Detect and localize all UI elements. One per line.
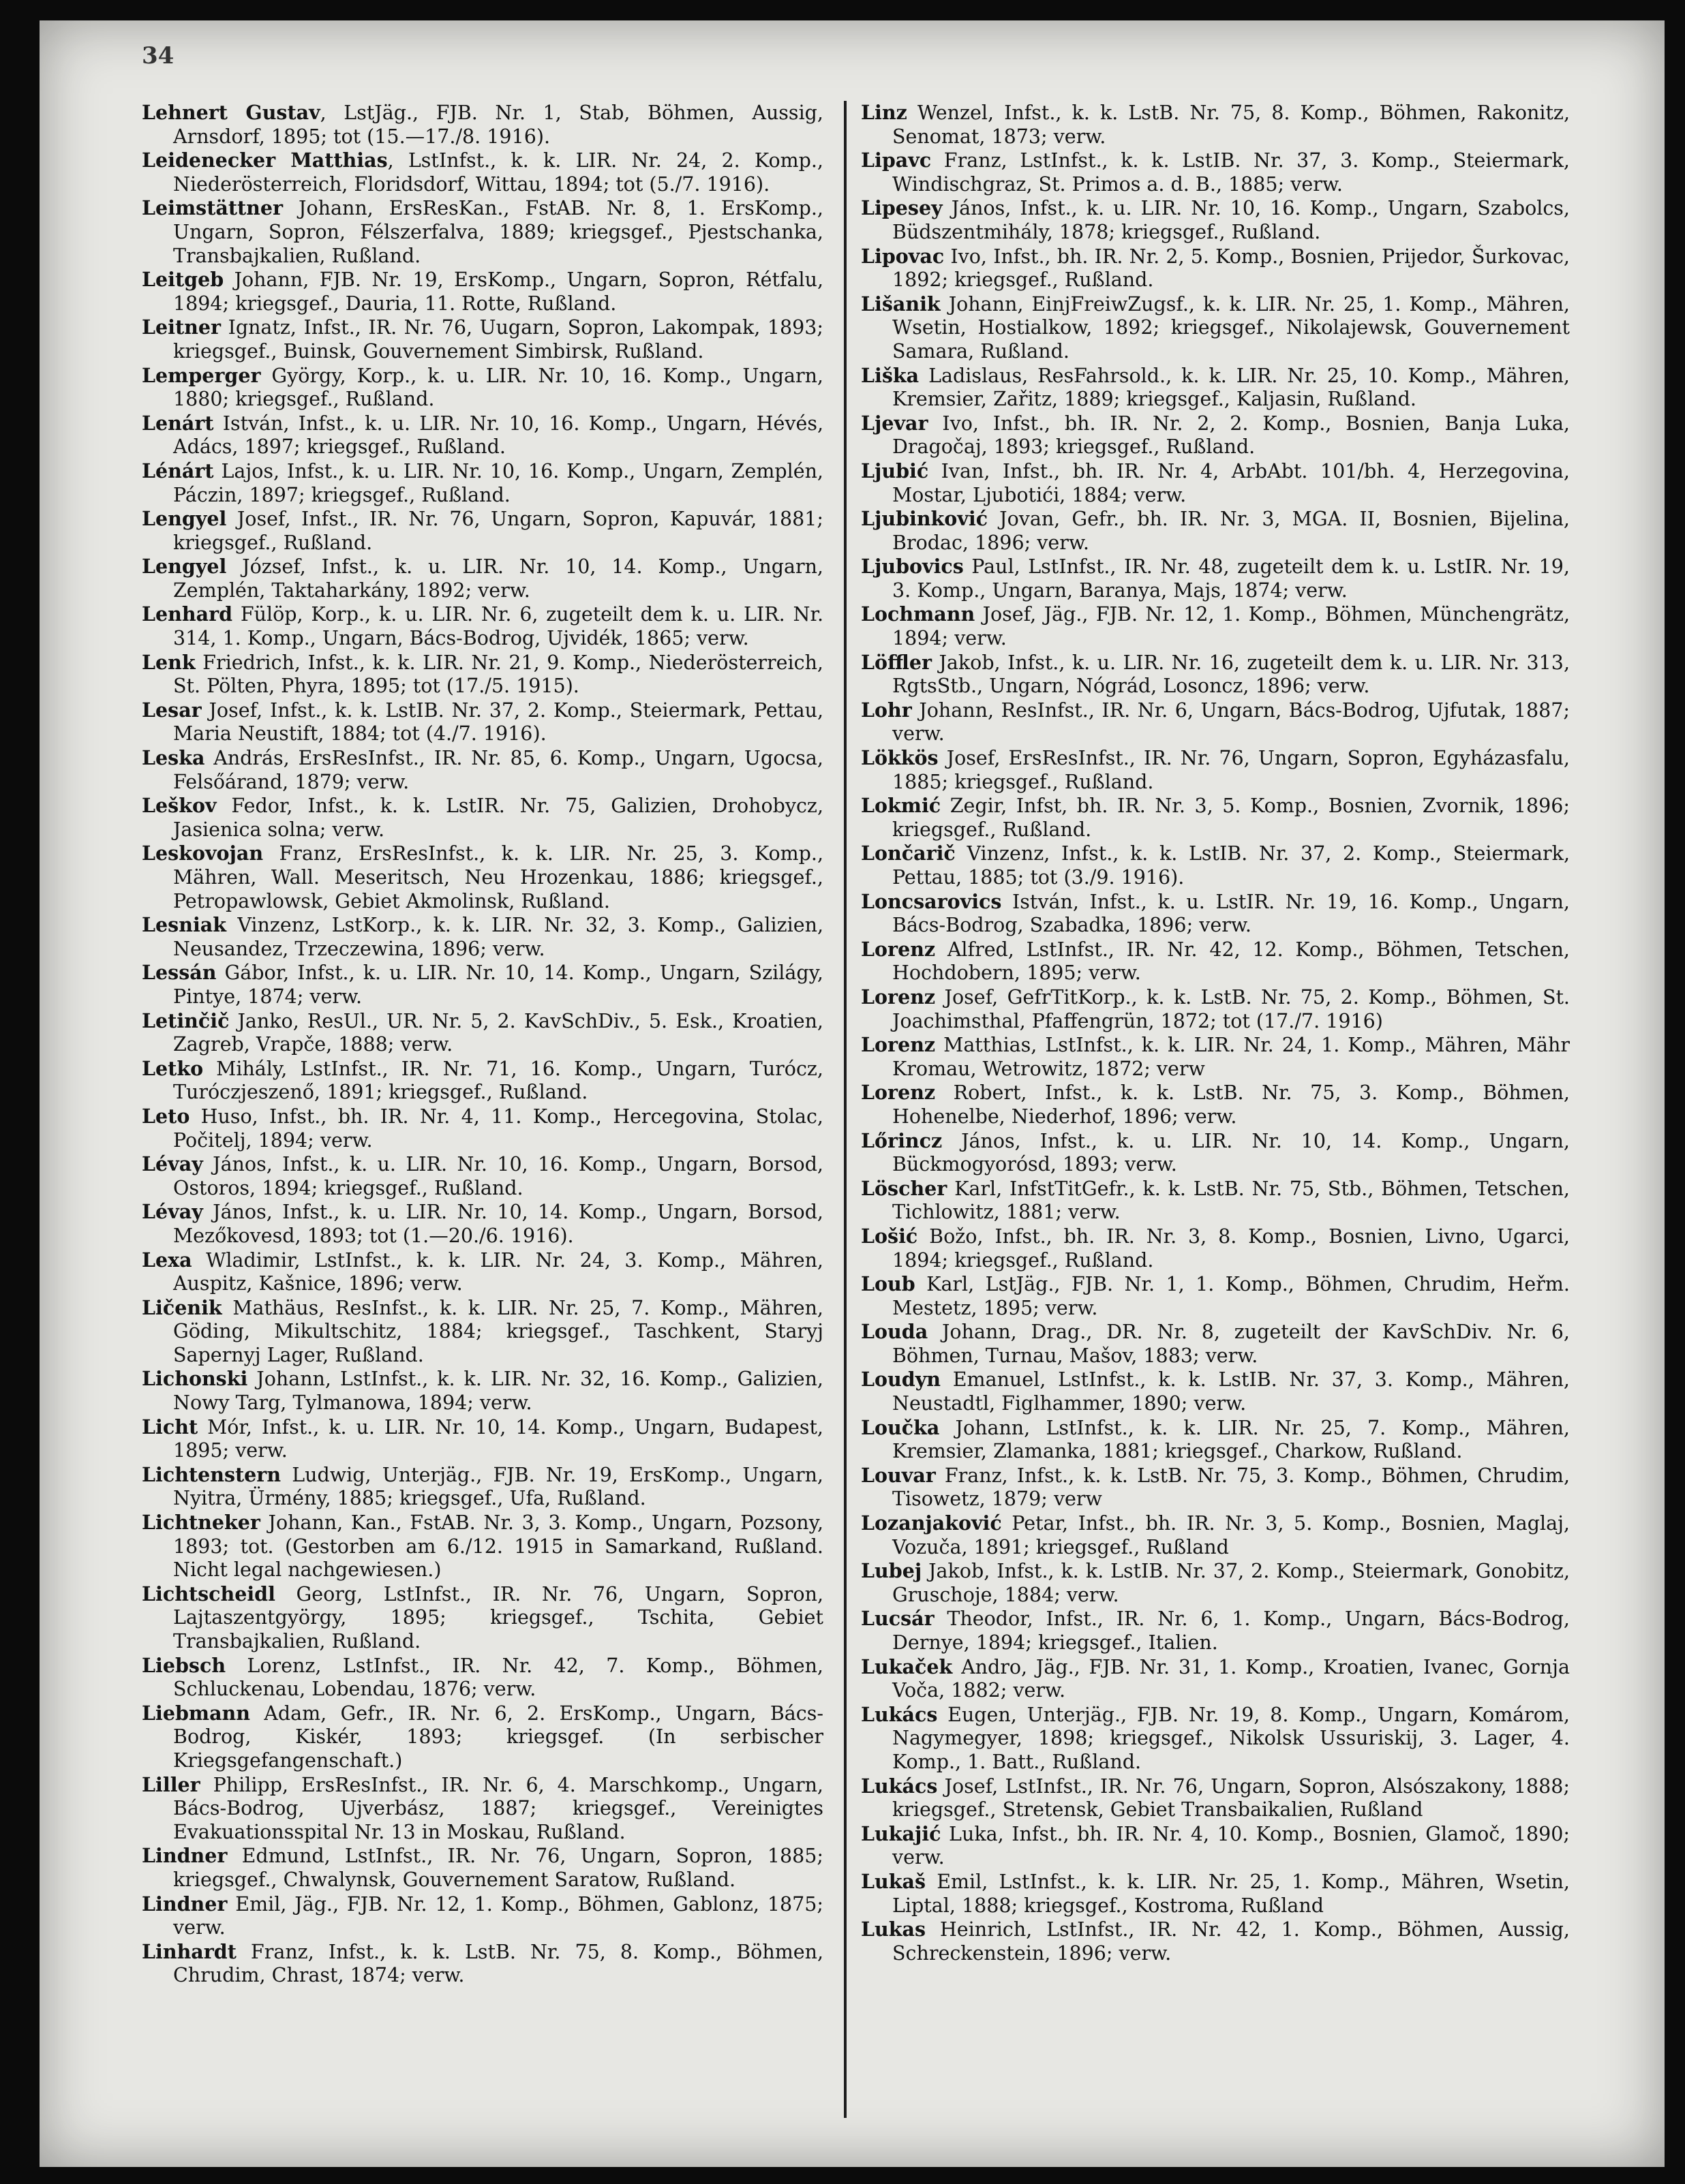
entry-surname: Lončarič — [861, 842, 956, 865]
casualty-entry — [142, 1367, 823, 1415]
casualty-entry — [861, 985, 1570, 1033]
casualty-entry — [861, 698, 1570, 746]
casualty-entry — [861, 1368, 1570, 1415]
entry-surname: Löscher — [861, 1176, 947, 1200]
entry-surname: Loučka — [861, 1415, 940, 1439]
entry-surname: Lukas — [861, 1918, 926, 1941]
casualty-entry — [861, 364, 1570, 412]
casualty-entry — [861, 1177, 1570, 1225]
entry-surname: Lorenz — [861, 985, 936, 1009]
casualty-entry — [861, 651, 1570, 698]
casualty-entry — [861, 101, 1570, 149]
entry-details: János, Infst., k. u. LIR. Nr. 10, 14. Komp., Ungarn, Bückmogyorósd, 1893; verw. — [892, 1129, 1570, 1176]
entry-details: Gábor, Infst., k. u. LIR. Nr. 10, 14. Komp., Ungarn, Szilágy, Pintye, 1874; verw. — [173, 962, 823, 1008]
entry-details: Franz, Infst., k. k. LstB. Nr. 75, 8. Komp., Böhmen, Chrudim, Chrast, 1874; verw. — [173, 1940, 823, 1987]
entry-details: Friedrich, Infst., k. k. LIR. Nr. 21, 9. Komp., Niederösterreich, St. Pölten, Phyra, 1895; tot (17./5. 1915). — [173, 651, 823, 698]
entry-surname: Lőrincz — [861, 1128, 943, 1152]
casualty-entry — [861, 1320, 1570, 1368]
entry-surname: Lévay — [142, 1200, 203, 1224]
casualty-entry — [142, 1296, 823, 1368]
casualty-entry — [142, 555, 823, 602]
entry-surname: Leska — [142, 746, 205, 770]
entry-surname: Leitner — [142, 316, 222, 339]
casualty-entry — [861, 1870, 1570, 1918]
entry-details: Ivo, Infst., bh. IR. Nr. 2, 2. Komp., Bosnien, Banja Luka, Dragočaj, 1893; kriegsgef., Rußland. — [892, 412, 1570, 459]
entry-details: Mór, Infst., k. u. LIR. Nr. 10, 14. Komp., Ungarn, Budapest, 1895; verw. — [173, 1415, 823, 1462]
entry-surname: Lukaček — [861, 1655, 953, 1678]
entry-surname: Lochmann — [861, 602, 975, 626]
entry-surname: Liška — [861, 363, 920, 387]
entry-details: Johann, LstInfst., k. k. LIR. Nr. 25, 7. Komp., Mähren, Kremsier, Zlamanka, 1881; kriegsgef., Charkow, Rußland. — [892, 1416, 1570, 1463]
entry-surname: Lexa — [142, 1248, 192, 1272]
casualty-entry — [142, 1702, 823, 1773]
entry-details: István, Infst., k. u. LstIR. Nr. 19, 16. Komp., Ungarn, Bács-Bodrog, Szabadka, 1896; verw. — [892, 890, 1570, 937]
entry-details: István, Infst., k. u. LIR. Nr. 10, 16. Komp., Ungarn, Hévés, Adács, 1897; kriegsgef., Rußland. — [173, 412, 823, 459]
entry-details: Philipp, ErsResInfst., IR. Nr. 6, 4. Marschkomp., Ungarn, Bács-Bodrog, Ujverbász, 1887; kriegsgef., Vereinigtes Evakuationsspital Nr. 13 in Moskau, Rußland. — [173, 1773, 823, 1843]
entry-details: Jovan, Gefr., bh. IR. Nr. 3, MGA. II, Bosnien, Bijelina, Brodac, 1896; verw. — [892, 508, 1570, 554]
entry-details: Johann, ResInfst., IR. Nr. 6, Ungarn, Bács-Bodrog, Ujfutak, 1887; verw. — [892, 698, 1570, 745]
entry-surname: Lošić — [861, 1224, 918, 1248]
entry-details: Matthias, LstInfst., k. k. LIR. Nr. 24, 1. Komp., Mähren, Mähr Kromau, Wetrowitz, 1872; verw — [892, 1034, 1570, 1080]
entry-surname: Lipovac — [861, 244, 945, 268]
entry-surname: Lohr — [861, 698, 912, 722]
entry-details: Ladislaus, ResFahrsold., k. k. LIR. Nr. 25, 10. Komp., Mähren, Kremsier, Zařitz, 1889; kriegsgef., Kaljasin, Rußland. — [892, 364, 1570, 411]
casualty-entry — [142, 842, 823, 913]
entry-surname: Liebsch — [142, 1653, 226, 1677]
casualty-entry — [142, 602, 823, 650]
entry-surname: Lucsár — [861, 1607, 935, 1631]
entry-details: Vinzenz, Infst., k. k. LstIB. Nr. 37, 2. Komp., Steiermark, Pettau, 1885; tot (3./9. 1916). — [892, 842, 1570, 889]
entry-surname: Leškov — [142, 794, 217, 818]
entry-surname: Ljevar — [861, 411, 928, 435]
document-page — [40, 20, 1665, 2167]
casualty-entry — [861, 1081, 1570, 1128]
casualty-entry — [142, 507, 823, 555]
casualty-entry — [142, 149, 823, 196]
casualty-entry — [861, 507, 1570, 555]
casualty-entry — [861, 1822, 1570, 1870]
entry-surname: Lišanik — [861, 292, 941, 316]
entry-details: Eugen, Unterjäg., FJB. Nr. 19, 8. Komp., Ungarn, Komárom, Nagymegyer, 1898; kriegsgef., Nikolsk Ussuriskij, 3. Lager, 4. Komp., 1. Batt., Rußland. — [892, 1703, 1570, 1773]
entry-details: Franz, LstInfst., k. k. LstIB. Nr. 37, 3. Komp., Steiermark, Windischgraz, St. Primos a. d. B., 1885; verw. — [892, 149, 1570, 196]
entry-details: János, Infst., k. u. LIR. Nr. 10, 16. Komp., Ungarn, Borsod, Ostoros, 1894; kriegsgef., Rußland. — [173, 1153, 823, 1199]
entry-surname: Lipavc — [861, 149, 932, 172]
casualty-entry — [142, 1582, 823, 1654]
entry-details: Heinrich, LstInfst., IR. Nr. 42, 1. Komp., Böhmen, Aussig, Schreckenstein, 1896; verw. — [892, 1918, 1570, 1965]
entry-surname: Lindner — [142, 1844, 228, 1868]
casualty-entry — [142, 794, 823, 842]
casualty-entry — [142, 1654, 823, 1702]
entry-surname: Lenhard — [142, 602, 233, 626]
entry-surname: Loncsarovics — [861, 889, 1002, 913]
casualty-entry — [861, 890, 1570, 938]
entry-details: Ivan, Infst., bh. IR. Nr. 4, ArbAbt. 101/bh. 4, Herzegovina, Mostar, Ljubotići, 1884; verw. — [892, 459, 1570, 506]
left-column — [142, 101, 823, 1988]
entry-details: Wenzel, Infst., k. k. LstB. Nr. 75, 8. Komp., Böhmen, Rakonitz, Senomat, 1873; verw. — [892, 102, 1570, 148]
casualty-entry — [142, 412, 823, 459]
entry-details: Emil, LstInfst., k. k. LIR. Nr. 25, 1. Komp., Mähren, Wsetin, Liptal, 1888; kriegsgef., Kostroma, Rußland — [892, 1870, 1570, 1917]
casualty-entry — [142, 1105, 823, 1152]
casualty-entry — [861, 938, 1570, 985]
entry-surname: Lenárt — [142, 411, 214, 435]
entry-surname: Lesniak — [142, 913, 226, 937]
entry-details: Josef, ErsResInfst., IR. Nr. 76, Ungarn, Sopron, Egyházasfalu, 1885; kriegsgef., Rußland. — [892, 747, 1570, 793]
column-divider — [844, 101, 847, 2118]
entry-details: Georg, LstInfst., IR. Nr. 76, Ungarn, Sopron, Lajtaszentgyörgy, 1895; kriegsgef., Tschita, Gebiet Transbajkalien, Rußland. — [173, 1582, 823, 1652]
entry-details: Johann, EinjFreiwZugsf., k. k. LIR. Nr. 25, 1. Komp., Mähren, Wsetin, Hostialkow, 1892; kriegsgef., Nikolajewsk, Gouvernement Samara, Rußland. — [892, 292, 1570, 363]
entry-details: Petar, Infst., bh. IR. Nr. 3, 5. Komp., Bosnien, Maglaj, Vozuča, 1891; kriegsgef., Rußland — [892, 1512, 1570, 1558]
casualty-entry — [861, 1225, 1570, 1272]
entry-details: Jakob, Infst., k. u. LIR. Nr. 16, zugeteilt dem k. u. LIR. Nr. 313, RgtsStb., Ungarn, Nógrád, Losoncz, 1896; verw. — [892, 651, 1570, 698]
entry-surname: Lubej — [861, 1559, 922, 1583]
casualty-entry — [142, 746, 823, 794]
casualty-entry — [861, 292, 1570, 364]
casualty-entry — [142, 1057, 823, 1105]
entry-details: , LstInfst., k. k. LIR. Nr. 24, 2. Komp., Niederösterreich, Floridsdorf, Wittau, 1894; tot (5./7. 1916). — [173, 149, 823, 196]
casualty-entry — [861, 602, 1570, 650]
entry-surname: Lénárt — [142, 459, 214, 482]
entry-details: Lajos, Infst., k. u. LIR. Nr. 10, 16. Komp., Ungarn, Zemplén, Páczin, 1897; kriegsgef., Rußland. — [173, 459, 823, 506]
entry-details: Emanuel, LstInfst., k. k. LstIB. Nr. 37, 3. Komp., Mähren, Neustadtl, Figlhammer, 1890; verw. — [892, 1368, 1570, 1415]
casualty-entry — [861, 746, 1570, 794]
entry-details: Mihály, LstInfst., IR. Nr. 71, 16. Komp., Ungarn, Turócz, Turóczjeszenő, 1891; kriegsgef., Rußland. — [173, 1057, 823, 1104]
entry-details: Janko, ResUl., UR. Nr. 5, 2. KavSchDiv., 5. Esk., Kroatien, Zagreb, Vrapče, 1888; verw. — [173, 1009, 823, 1056]
entry-details: Alfred, LstInfst., IR. Nr. 42, 12. Komp., Böhmen, Tetschen, Hochdobern, 1895; verw. — [892, 938, 1570, 985]
entry-details: János, Infst., k. u. LIR. Nr. 10, 16. Komp., Ungarn, Szabolcs, Büdszentmihály, 1878; kriegsgef., Rußland. — [892, 197, 1570, 243]
casualty-entry — [861, 1703, 1570, 1774]
entry-surname: Leitgeb — [142, 268, 224, 292]
entry-details: Huso, Infst., bh. IR. Nr. 4, 11. Komp., Hercegovina, Stolac, Počitelj, 1894; verw. — [173, 1105, 823, 1152]
entry-details: Lorenz, LstInfst., IR. Nr. 42, 7. Komp., Böhmen, Schluckenau, Lobendau, 1876; verw. — [173, 1654, 823, 1701]
casualty-entry — [861, 1655, 1570, 1703]
entry-details: , LstJäg., FJB. Nr. 1, Stab, Böhmen, Aussig, Arnsdorf, 1895; tot (15.—17./8. 1916). — [173, 102, 823, 148]
entry-details: Josef, LstInfst., IR. Nr. 76, Ungarn, Sopron, Alsószakony, 1888; kriegsgef., Stretensk, Gebiet Transbaikalien, Rußland — [892, 1774, 1570, 1821]
casualty-entry — [861, 1918, 1570, 1965]
entry-surname: Letinčič — [142, 1009, 230, 1032]
entry-details: Wladimir, LstInfst., k. k. LIR. Nr. 24, 3. Komp., Mähren, Auspitz, Kašnice, 1896; verw. — [173, 1248, 823, 1295]
entry-surname: Lökkös — [861, 746, 939, 770]
entry-details: Emil, Jäg., FJB. Nr. 12, 1. Komp., Böhmen, Gablonz, 1875; verw. — [173, 1892, 823, 1939]
entry-surname: Lesar — [142, 698, 202, 722]
entry-surname: Ljubovics — [861, 555, 964, 579]
casualty-entry — [142, 196, 823, 268]
entry-details: Josef, GefrTitKorp., k. k. LstB. Nr. 75, 2. Komp., Böhmen, St. Joachimsthal, Pfaffengrün, 1872; tot (17./7. 1916) — [892, 985, 1570, 1032]
casualty-entry — [142, 1152, 823, 1200]
entry-surname: Leimstättner — [142, 196, 284, 220]
entry-surname: Lichtscheidl — [142, 1582, 275, 1605]
entry-details: Vinzenz, LstKorp., k. k. LIR. Nr. 32, 3. Komp., Galizien, Neusandez, Trzeczewina, 1896; verw. — [173, 914, 823, 960]
entry-surname: Lengyel — [142, 555, 227, 579]
entry-surname: Lorenz — [861, 937, 936, 961]
entry-surname: Ljubić — [861, 459, 929, 482]
entry-surname: Liller — [142, 1772, 200, 1796]
entry-details: Andro, Jäg., FJB. Nr. 31, 1. Komp., Kroatien, Ivanec, Gornja Voča, 1882; verw. — [892, 1655, 1570, 1702]
entry-surname: Louda — [861, 1320, 928, 1344]
entry-details: Franz, Infst., k. k. LstB. Nr. 75, 3. Komp., Böhmen, Chrudim, Tisowetz, 1879; verw — [892, 1464, 1570, 1511]
casualty-entry — [861, 245, 1570, 292]
entry-details: Josef, Infst., k. k. LstIB. Nr. 37, 2. Komp., Steiermark, Pettau, Maria Neustift, 1884; tot (4./7. 1916). — [173, 698, 823, 745]
casualty-entry — [142, 1511, 823, 1582]
entry-details: Johann, Drag., DR. Nr. 8, zugeteilt der KavSchDiv. Nr. 6, Böhmen, Turnau, Mašov, 1883; verw. — [892, 1321, 1570, 1367]
entry-surname: Leto — [142, 1104, 190, 1128]
entry-details: Johann, Kan., FstAB. Nr. 3, 3. Komp., Ungarn, Pozsony, 1893; tot. (Gestorben am 6./12. 1915 in Samarkand, Rußland. Nicht legal nachgewiesen.) — [173, 1511, 823, 1582]
page-number: 34 — [142, 42, 174, 70]
entry-surname: Lichtneker — [142, 1511, 260, 1535]
casualty-entry — [142, 101, 823, 149]
entry-surname: Letko — [142, 1056, 204, 1080]
entry-surname: Lorenz — [861, 1033, 936, 1057]
entry-surname: Licht — [142, 1415, 198, 1439]
casualty-entry — [142, 1940, 823, 1988]
casualty-entry — [861, 842, 1570, 889]
entry-surname: Linz — [861, 101, 907, 124]
entry-details: András, ErsResInfst., IR. Nr. 85, 6. Komp., Ungarn, Ugocsa, Felsőárand, 1879; verw. — [173, 747, 823, 793]
casualty-entry — [861, 149, 1570, 196]
entry-details: Jakob, Infst., k. k. LstIB. Nr. 37, 2. Komp., Steiermark, Gonobitz, Gruschoje, 1884; verw. — [892, 1560, 1570, 1606]
entry-details: Robert, Infst., k. k. LstB. Nr. 75, 3. Komp., Böhmen, Hohenelbe, Niederhof, 1896; verw. — [892, 1081, 1570, 1128]
casualty-entry — [142, 1200, 823, 1248]
entry-details: Karl, LstJäg., FJB. Nr. 1, 1. Komp., Böhmen, Chrudim, Heřm. Mestetz, 1895; verw. — [892, 1273, 1570, 1319]
entry-surname: Leskovojan — [142, 842, 264, 865]
entry-details: Luka, Infst., bh. IR. Nr. 4, 10. Komp., Bosnien, Glamoč, 1890; verw. — [892, 1822, 1570, 1869]
casualty-entry — [142, 961, 823, 1009]
casualty-entry — [142, 316, 823, 363]
casualty-entry — [861, 1607, 1570, 1655]
entry-details: Franz, ErsResInfst., k. k. LIR. Nr. 25, 3. Komp., Mähren, Wall. Meseritsch, Neu Hrozenkau, 1886; kriegsgef., Petropawlowsk, Gebiet Akmolinsk, Rußland. — [173, 842, 823, 912]
entry-details: Mathäus, ResInfst., k. k. LIR. Nr. 25, 7. Komp., Mähren, Göding, Mikultschitz, 1884; kriegsgef., Taschkent, Staryj Sapernyj Lager, Rußland. — [173, 1296, 823, 1366]
entry-surname: Lukács — [861, 1774, 938, 1798]
casualty-entry — [142, 1844, 823, 1892]
entry-surname: Lichtenstern — [142, 1462, 282, 1486]
right-column — [861, 101, 1570, 1965]
entry-details: Adam, Gefr., IR. Nr. 6, 2. ErsKomp., Ungarn, Bács-Bodrog, Kiskér, 1893; kriegsgef. (In serbischer Kriegsgefangenschaft.) — [173, 1702, 823, 1772]
entry-surname: Loub — [861, 1272, 915, 1296]
entry-surname: Lehnert Gustav — [142, 101, 320, 124]
entry-surname: Louvar — [861, 1463, 936, 1487]
casualty-entry — [142, 651, 823, 698]
entry-details: Paul, LstInfst., IR. Nr. 48, zugeteilt dem k. u. LstIR. Nr. 19, 3. Komp., Ungarn, Baranya, Majs, 1874; verw. — [892, 555, 1570, 602]
entry-surname: Lokmić — [861, 794, 941, 818]
casualty-entry — [142, 459, 823, 507]
entry-surname: Ljubinković — [861, 507, 988, 531]
entry-details: Josef, Infst., IR. Nr. 76, Ungarn, Sopron, Kapuvár, 1881; kriegsgef., Rußland. — [173, 508, 823, 554]
casualty-entry — [142, 1009, 823, 1057]
entry-surname: Lengyel — [142, 507, 227, 531]
casualty-entry — [861, 1511, 1570, 1559]
entry-surname: Lenk — [142, 650, 196, 674]
casualty-entry — [142, 1892, 823, 1940]
casualty-entry — [861, 794, 1570, 842]
casualty-entry — [861, 1559, 1570, 1607]
casualty-entry — [861, 1416, 1570, 1464]
entry-surname: Lessán — [142, 961, 217, 985]
entry-surname: Lukajić — [861, 1821, 941, 1845]
entry-surname: Lozanjaković — [861, 1511, 1002, 1535]
entry-details: Božo, Infst., bh. IR. Nr. 3, 8. Komp., Bosnien, Livno, Ugarci, 1894; kriegsgef., Rußland. — [892, 1225, 1570, 1272]
entry-details: Fedor, Infst., k. k. LstIR. Nr. 75, Galizien, Drohobycz, Jasienica solna; verw. — [173, 795, 823, 841]
casualty-entry — [861, 412, 1570, 459]
casualty-entry — [142, 364, 823, 412]
casualty-entry — [861, 1774, 1570, 1822]
entry-details: Josef, Jäg., FJB. Nr. 12, 1. Komp., Böhmen, Münchengrätz, 1894; verw. — [892, 603, 1570, 650]
entry-surname: Ličenik — [142, 1295, 222, 1319]
casualty-entry — [861, 196, 1570, 244]
entry-details: József, Infst., k. u. LIR. Nr. 10, 14. Komp., Ungarn, Zemplén, Taktaharkány, 1892; verw. — [173, 555, 823, 602]
entry-surname: Loudyn — [861, 1368, 941, 1391]
entry-surname: Lukács — [861, 1702, 938, 1726]
casualty-entry — [142, 1463, 823, 1511]
entry-details: Ivo, Infst., bh. IR. Nr. 2, 5. Komp., Bosnien, Prijedor, Šurkovac, 1892; kriegsgef., Rußland. — [892, 245, 1570, 292]
entry-surname: Leidenecker Matthias — [142, 149, 388, 172]
entry-surname: Lindner — [142, 1892, 228, 1916]
entry-details: Zegir, Infst, bh. IR. Nr. 3, 5. Komp., Bosnien, Zvornik, 1896; kriegsgef., Rußland. — [892, 795, 1570, 841]
entry-surname: Lichonski — [142, 1367, 248, 1391]
casualty-entry — [861, 1464, 1570, 1511]
entry-surname: Lukaš — [861, 1869, 926, 1893]
entry-details: Johann, LstInfst., k. k. LIR. Nr. 32, 16. Komp., Galizien, Nowy Targ, Tylmanowa, 1894; verw. — [173, 1368, 823, 1415]
casualty-entry — [861, 555, 1570, 602]
casualty-entry — [861, 1129, 1570, 1177]
casualty-entry — [861, 1033, 1570, 1081]
entry-surname: Linhardt — [142, 1939, 237, 1963]
entry-details: Edmund, LstInfst., IR. Nr. 76, Ungarn, Sopron, 1885; kriegsgef., Chwalynsk, Gouvernement Saratow, Rußland. — [173, 1845, 823, 1891]
entry-details: Ignatz, Infst., IR. Nr. 76, Uugarn, Sopron, Lakompak, 1893; kriegsgef., Buinsk, Gouvernement Simbirsk, Rußland. — [173, 316, 823, 363]
casualty-entry — [142, 1415, 823, 1463]
casualty-entry — [142, 1248, 823, 1296]
entry-details: György, Korp., k. u. LIR. Nr. 10, 16. Komp., Ungarn, 1880; kriegsgef., Rußland. — [173, 364, 823, 411]
entry-surname: Löffler — [861, 650, 932, 674]
entry-surname: Lipesey — [861, 196, 943, 220]
entry-surname: Lorenz — [861, 1081, 936, 1105]
casualty-entry — [142, 268, 823, 316]
entry-surname: Lévay — [142, 1152, 203, 1176]
entry-details: Theodor, Infst., IR. Nr. 6, 1. Komp., Ungarn, Bács-Bodrog, Dernye, 1894; kriegsgef., Italien. — [892, 1608, 1570, 1654]
casualty-entry — [861, 459, 1570, 507]
entry-surname: Lemperger — [142, 363, 261, 387]
entry-details: Ludwig, Unterjäg., FJB. Nr. 19, ErsKomp., Ungarn, Nyitra, Ürmény, 1885; kriegsgef., Ufa, Rußland. — [173, 1463, 823, 1510]
entry-details: Fülöp, Korp., k. u. LIR. Nr. 6, zugeteilt dem k. u. LIR. Nr. 314, 1. Komp., Ungarn, Bács-Bodrog, Ujvidék, 1865; verw. — [173, 603, 823, 650]
casualty-entry — [861, 1272, 1570, 1320]
entry-details: Karl, InfstTitGefr., k. k. LstB. Nr. 75, Stb., Böhmen, Tetschen, Tichlowitz, 1881; verw. — [892, 1177, 1570, 1224]
entry-surname: Liebmann — [142, 1701, 250, 1725]
casualty-entry — [142, 698, 823, 746]
entry-details: Johann, ErsResKan., FstAB. Nr. 8, 1. ErsKomp., Ungarn, Sopron, Félszerfalva, 1889; kriegsgef., Pjestschanka, Transbajkalien, Rußland. — [173, 197, 823, 267]
entry-details: János, Infst., k. u. LIR. Nr. 10, 14. Komp., Ungarn, Borsod, Mezőkovesd, 1893; tot (1.—20./6. 1916). — [173, 1201, 823, 1247]
entry-details: Johann, FJB. Nr. 19, ErsKomp., Ungarn, Sopron, Rétfalu, 1894; kriegsgef., Dauria, 11. Rotte, Rußland. — [173, 268, 823, 315]
casualty-entry — [142, 1773, 823, 1845]
casualty-entry — [142, 913, 823, 961]
